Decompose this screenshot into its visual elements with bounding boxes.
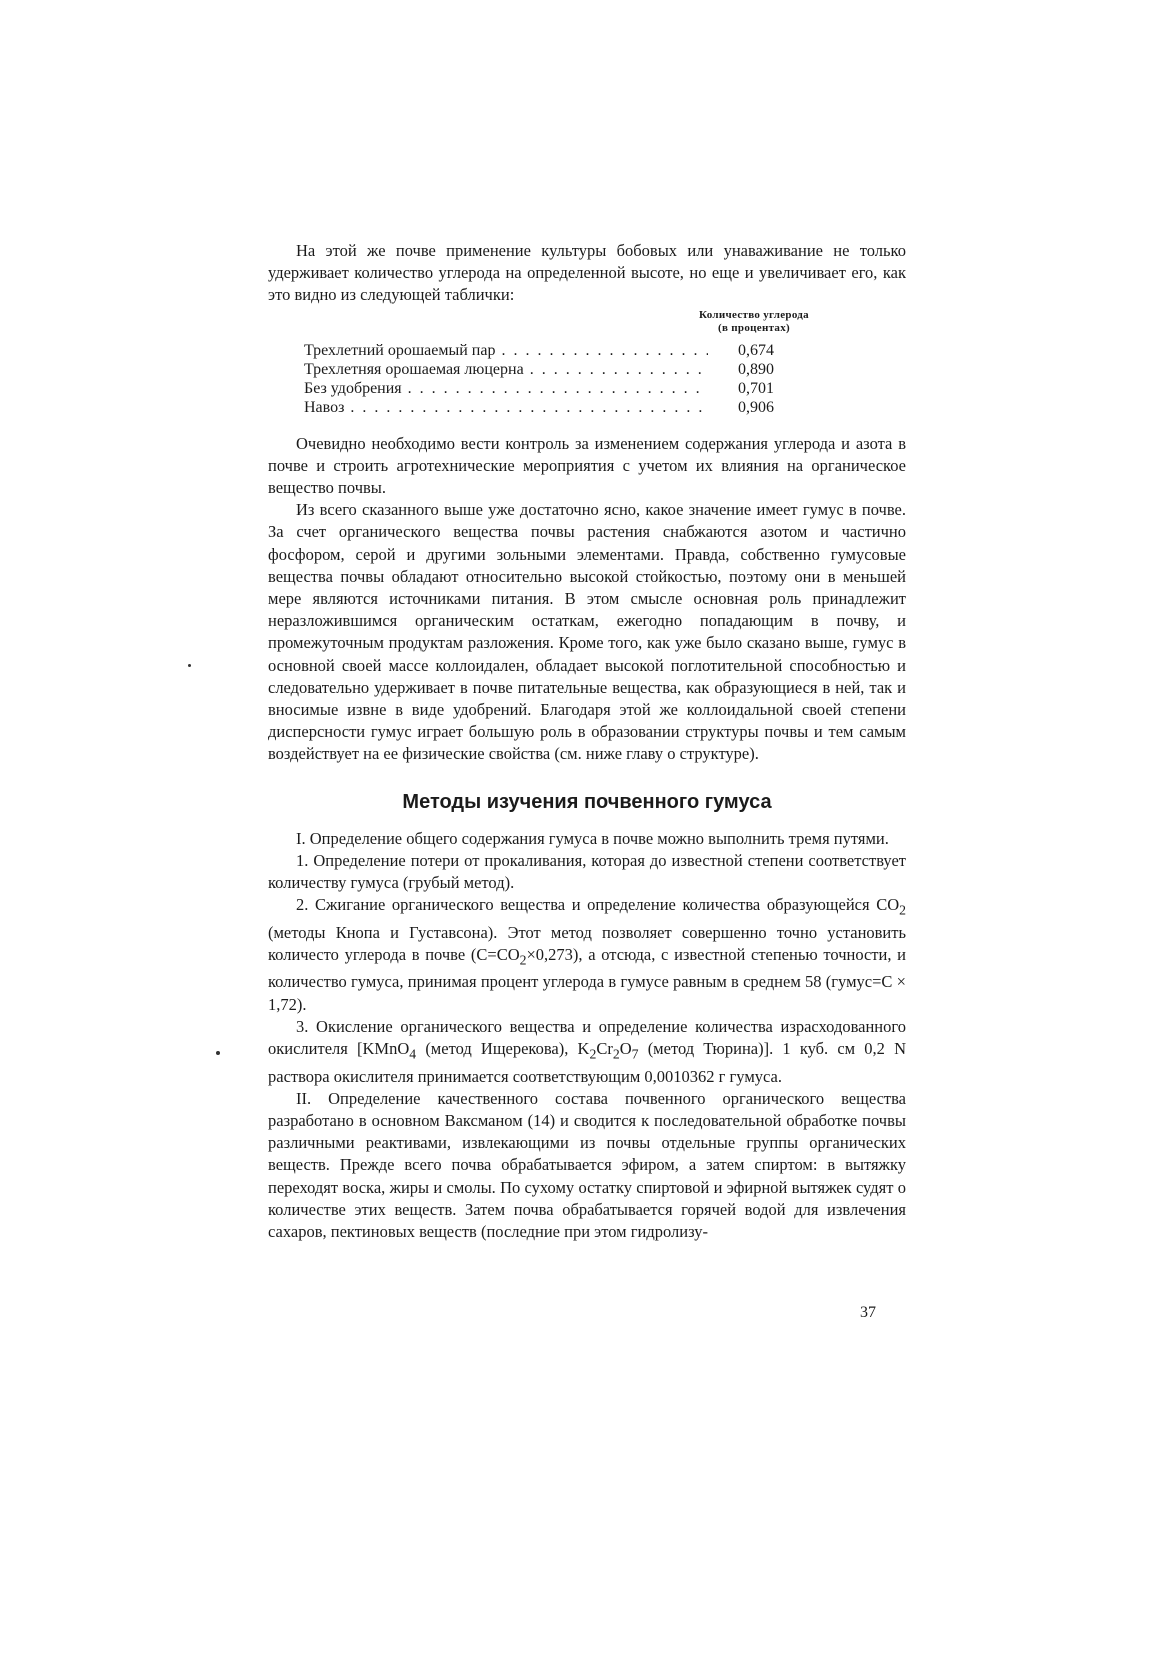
text-fragment: ×0,273), а отсюда, с известной степенью точности, и количество гумуса, принимая процент углерода в гумусе равным в среднем 58 (гумус=C × 1,72).	[268, 944, 906, 1014]
paragraph-control: Очевидно необходимо вести контроль за изменением содержания углерода и азота в почве и строить агротехнические мероприятия с учетом их влияния на органическое вещество почвы.	[268, 433, 906, 498]
leader-dots	[408, 379, 708, 398]
leader-dots	[350, 398, 708, 417]
table-row-value: 0,701	[738, 379, 774, 397]
paragraph-humus-role: Из всего сказанного выше уже достаточно ясно, какое значение имеет гумус в почве. За счет органического вещества почвы растения снабжаются азотом и частично фосфором, серой и другими зольными элементами. Правда, собственно гумусовые вещества почвы обладают относительно высокой стойкостью, поэтому они в меньшей мере являются источниками питания. В этом смысле основная роль принадлежит неразложившимся органическим остаткам, ежегодно попадающим в почву, и промежуточным продуктам разложения. Кроме того, как уже было сказано выше, гумус в основной своей массе коллоидален, обладает высокой поглотительной способностью и следовательно удерживает в почве питательные вещества, как образующиеся в ней, так и вносимые извне в виде удобрений. Благодаря этой же коллоидальной своей степени дисперсности гумус играет большую роль в образовании структуры почвы и тем самым воздействует на ее физические свойства (см. ниже главу о структуре).	[268, 500, 906, 764]
text-fragment: 3. Окисление органического вещества и определение количества израсходованного окислителя [KMnO	[268, 1016, 906, 1059]
leader-dots	[501, 341, 708, 360]
subscript: 2	[899, 902, 906, 918]
paragraph-method-intro: I. Определение общего содержания гумуса в почве можно выполнить тремя путями.	[296, 828, 889, 848]
subscript: 2	[589, 1046, 597, 1062]
page-number: 37	[860, 1304, 876, 1321]
table-row-label: Без удобрения	[304, 379, 402, 397]
table-row-label: Трехлетняя орошаемая люцерна	[304, 360, 524, 378]
text-fragment: 2. Сжигание органического вещества и определение количества образующейся CO	[296, 895, 900, 915]
table-row-value: 0,906	[738, 398, 774, 416]
scan-speck	[216, 1051, 220, 1055]
table-row	[304, 360, 774, 379]
table-row-label: Трехлетний орошаемый пар	[304, 341, 496, 359]
table-row	[304, 341, 774, 360]
text-fragment: (методы Кнопа и Густавсона). Этот метод позволяет совершенно точно установить количесто углерода в почве (C=CO	[268, 922, 906, 964]
paragraph-intro: На этой же почве применение культуры бобовых или унаваживание не только удерживает количество углерода на определенной высоте, но еще и увеличивает его, как это видно из следующей таблички:	[268, 241, 906, 305]
table-row-value: 0,890	[738, 360, 774, 378]
paragraph-method-1: 1. Определение потери от прокаливания, которая до известной степени соответствует количеству гумуса (грубый метод).	[268, 850, 906, 893]
subscript: 2	[612, 1046, 620, 1062]
table-header	[268, 309, 834, 335]
table-row	[304, 398, 774, 417]
carbon-table	[304, 341, 774, 417]
table-header-line2: (в процентах)	[718, 321, 790, 334]
paragraph-method-2	[268, 894, 906, 1016]
scan-speck	[188, 664, 191, 667]
text-fragment: (метод Тюрина)]. 1 куб. см 0,2 N раствора окислителя принимается соответствующим 0,0010362 г гумуса.	[268, 1039, 906, 1086]
table-row-label: Навоз	[304, 398, 345, 416]
table-header-line1: Количество углерода	[699, 308, 809, 321]
subscript: 2	[519, 952, 527, 968]
table-row	[304, 379, 774, 398]
text-fragment: Cr	[596, 1039, 613, 1059]
paragraph-section-2: II. Определение качественного состава почвенного органического вещества разработано в основном Ваксманом (14) и сводится к последовательной обработке почвы различными реактивами, извлекающими из почвы отдельные группы органических веществ. Прежде всего почва обрабатывается эфиром, а затем спиртом: в вытяжку переходят воска, жиры и смолы. По сухому остатку спиртовой и эфирной вытяжек судят о количестве этих веществ. Затем почва обрабатывается горячей водой для извлечения сахаров, пектиновых веществ (последние при этом гидролизу-	[268, 1088, 906, 1241]
table-row-value: 0,674	[738, 341, 774, 359]
text-fragment: (метод Ищерекова), K	[416, 1039, 590, 1059]
leader-dots	[530, 360, 708, 379]
subscript: 4	[409, 1046, 417, 1062]
page-body	[268, 240, 906, 1243]
text-fragment: O	[619, 1039, 632, 1059]
section-title: Методы изучения почвенного гумуса	[402, 790, 772, 813]
paragraph-method-3	[268, 1016, 906, 1088]
subscript: 7	[631, 1046, 639, 1062]
